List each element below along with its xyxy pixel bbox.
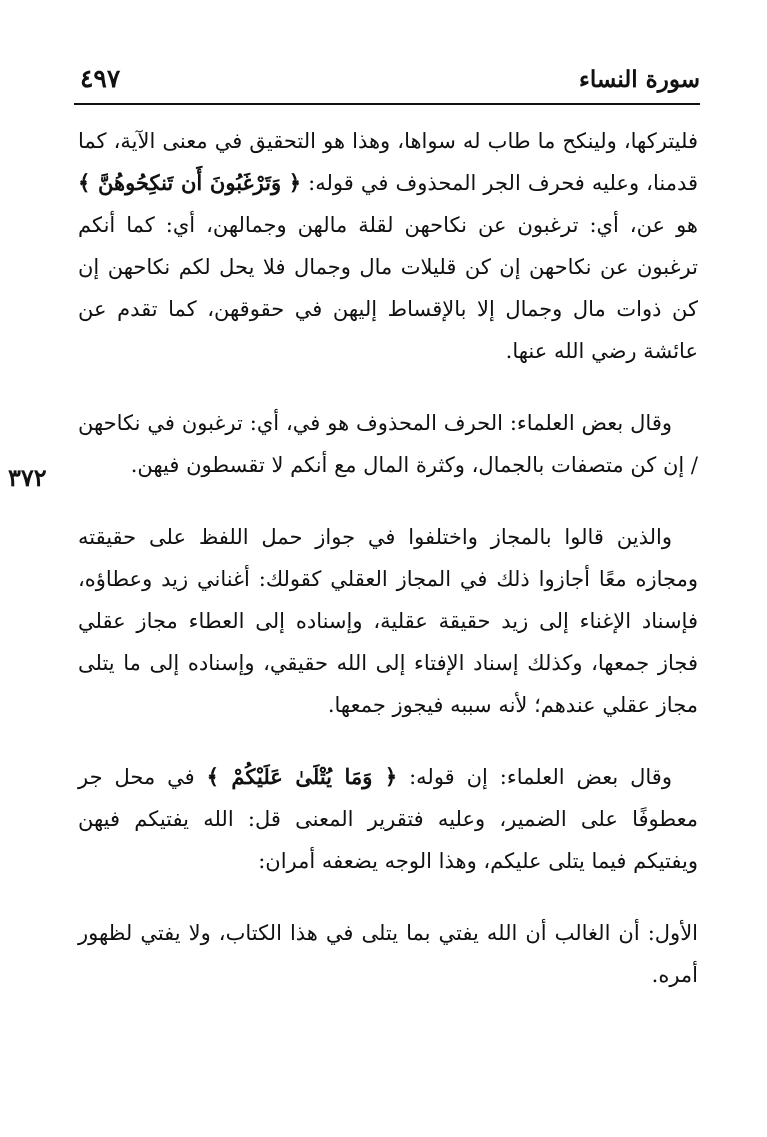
paragraph-1 (78, 120, 698, 372)
paragraph-2 (78, 402, 698, 486)
quran-verse: ﴿ وَتَرْغَبُونَ أَن تَنكِحُوهُنَّ ﴾ (78, 170, 302, 195)
margin-page-reference: ٣٧٢ (8, 463, 47, 492)
body-text (78, 120, 698, 1026)
paragraph-3 (78, 516, 698, 726)
header-divider (74, 103, 700, 105)
paragraph-5 (78, 912, 698, 996)
text-segment: الأول: أن الغالب أن الله يفتي بما يتلى في هذا الكتاب، ولا يفتي لظهور أمره. (78, 921, 698, 987)
text-segment: فليتركها، ولينكح ما طاب له سواها، وهذا هو التحقيق في معنى الآية، كما قدمنا، وعليه فحرف الجر المحذوف في قوله: (78, 129, 699, 195)
text-segment: وقال بعض العلماء: إن قوله: (397, 765, 672, 789)
text-segment: هو عن، أي: ترغبون عن نكاحهن لقلة مالهن وجمالهن، أي: كما أنكم ترغبون عن نكاحهن إن كن قليلات مال وجمال فلا يحل لكم نكاحهن إن كن ذوات مال وجمال إلا بالإقساط إليهن في حقوقهن، كما تقدم عن عائشة رضي الله عنها. (78, 213, 698, 363)
text-segment: في محل جر معطوفًا على الضمير، وعليه فتقرير المعنى قل: الله يفتيكم فيهن ويفتيكم فيما يتلى عليكم، وهذا الوجه يضعفه أمران: (78, 765, 698, 873)
text-segment: وقال بعض العلماء: الحرف المحذوف هو في، أي: ترغبون في نكاحهن / إن كن متصفات بالجمال، وكثرة المال مع أنكم لا تقسطون فيهن. (78, 411, 698, 477)
page-header (74, 58, 700, 104)
paragraph-4 (78, 756, 698, 882)
surah-title: سورة النساء (579, 66, 700, 93)
page-number: ٤٩٧ (80, 64, 121, 93)
text-segment: والذين قالوا بالمجاز واختلفوا في جواز حمل اللفظ على حقيقته ومجازه معًا أجازوا ذلك في المجاز العقلي كقولك: أغناني زيد وعطاؤه، فإسناد الإغناء إلى زيد حقيقة عقلية، وإسناده إلى العطاء مجاز عقلي فجاز جمعها، وكذلك إسناد الإفتاء إلى الله حقيقي، وإسناده إلى ما يتلى مجاز عقلي عندهم؛ لأنه سببه فيجوز جمعها. (78, 525, 698, 717)
quran-verse: ﴿ وَمَا يُتْلَىٰ عَلَيْكُمْ ﴾ (206, 764, 398, 789)
